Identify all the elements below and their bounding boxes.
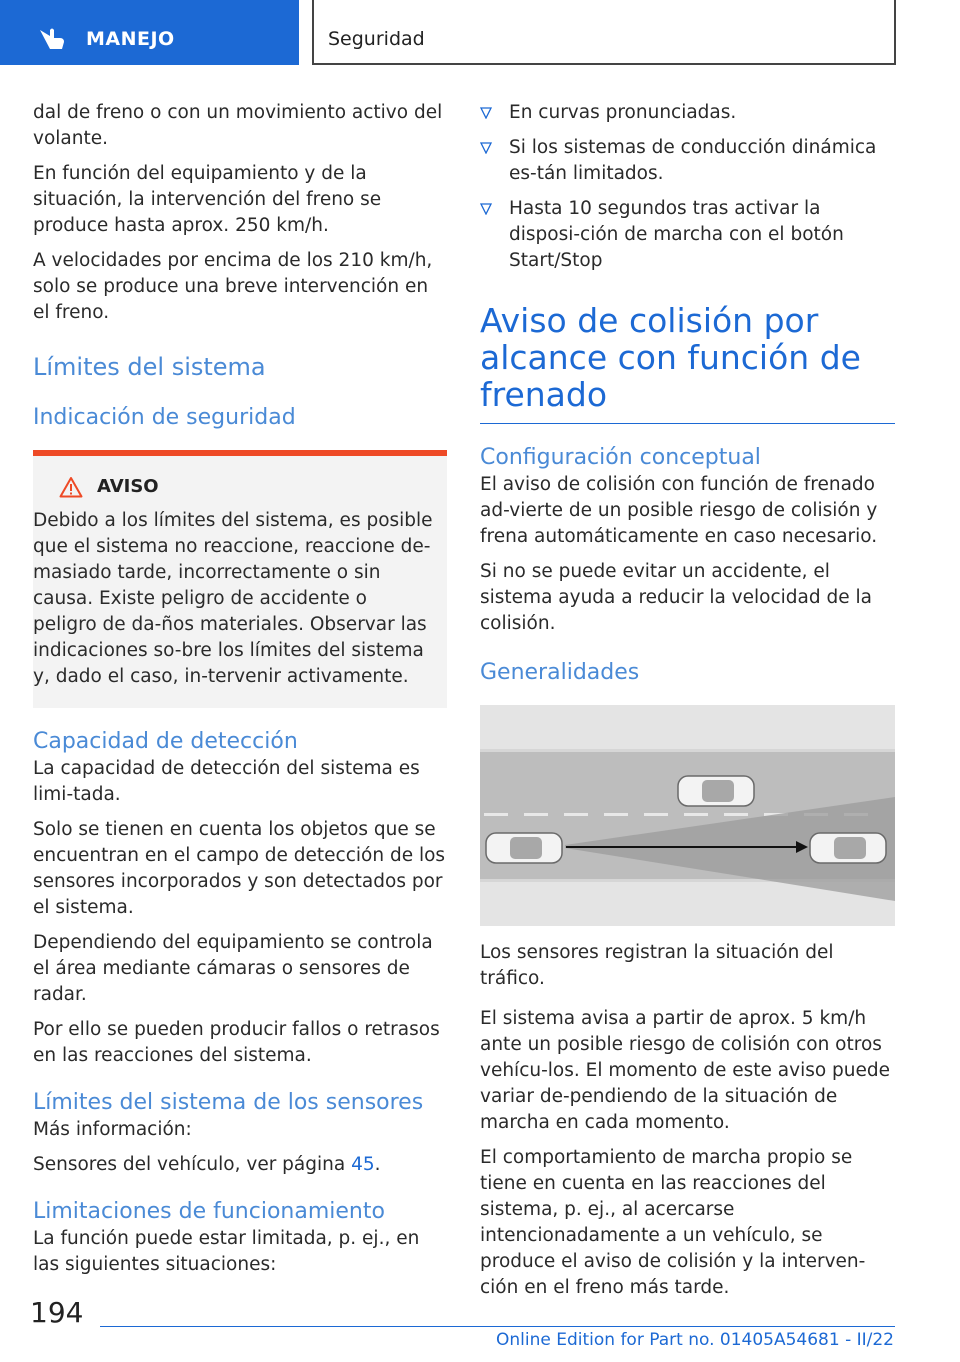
- heading-capacidad-deteccion: Capacidad de detección: [33, 729, 298, 754]
- car-right: [810, 833, 886, 863]
- section-label: MANEJO: [86, 28, 175, 50]
- heading-limites-sistema: Límites del sistema: [33, 353, 266, 381]
- list-item-text: En curvas pronunciadas.: [509, 102, 737, 123]
- page-number: 194: [30, 1296, 84, 1329]
- warning-box: [33, 450, 447, 708]
- paragraph: En función del equipamiento y de la situación, la intervención del freno se produce hasta aprox. 250 km/h.: [33, 163, 382, 236]
- heading-configuracion: Configuración conceptual: [480, 445, 761, 470]
- paragraph: La función puede estar limitada, p. ej., en las siguientes situaciones:: [33, 1228, 420, 1275]
- bullet-triangle-icon: [480, 203, 492, 215]
- heading-limites-sensores: Límites del sistema de los sensores: [33, 1090, 424, 1115]
- left-column: [33, 100, 447, 1287]
- bullet-triangle-icon: [480, 107, 492, 119]
- header-title-box: [312, 0, 896, 65]
- heading-indicacion-seguridad: Indicación de seguridad: [33, 405, 296, 430]
- car-top: [678, 776, 754, 806]
- page-title: Seguridad: [328, 28, 425, 50]
- list-item: [480, 135, 895, 187]
- traffic-sensor-illustration: [480, 705, 895, 926]
- footer-rule: [100, 1326, 895, 1327]
- warning-header: [33, 474, 435, 500]
- reference-end: .: [374, 1154, 381, 1175]
- paragraph: El comportamiento de marcha propio se tiene en cuenta en las reacciones del sistema, p. ej., al acercarse intencionadamente a un vehículo, se produce el aviso de colisión y la interven-ción en el freno más tarde.: [480, 1147, 866, 1298]
- paragraph-reference: [33, 1152, 447, 1178]
- heading-generalidades: Generalidades: [480, 660, 640, 685]
- hand-pointer-icon: [38, 26, 68, 50]
- warning-triangle-icon: [59, 476, 83, 498]
- list-item: [480, 100, 895, 126]
- paragraph: Solo se tienen en cuenta los objetos que se encuentran en el campo de detección de los sensores incorporados y son detectados por el sistema.: [33, 819, 446, 918]
- warning-text: Debido a los límites del sistema, es posible que el sistema no reaccione, reaccione de-masiado tarde, incorrectamente o sin causa. Existe peligro de accidente o peligro de da-ños materiales. Observar las indicaciones so-bre los límites del sistema y, dado el caso, in-tervenir activamente.: [33, 510, 433, 687]
- paragraph: Si no se puede evitar un accidente, el sistema ayuda a reducir la velocidad de la colisión.: [480, 561, 872, 634]
- warning-title: AVISO: [97, 476, 159, 497]
- paragraph: La capacidad de detección del sistema es limi-tada.: [33, 758, 420, 805]
- bullet-triangle-icon: [480, 142, 492, 154]
- paragraph: A velocidades por encima de los 210 km/h, solo se produce una breve intervención en el freno.: [33, 250, 433, 323]
- right-column: [480, 100, 895, 1310]
- page-link[interactable]: 45: [351, 1154, 375, 1175]
- list-item-text: Si los sistemas de conducción dinámica es-tán limitados.: [509, 137, 877, 184]
- heading-limitaciones-funcionamiento: Limitaciones de funcionamiento: [33, 1199, 385, 1224]
- bullet-list: [480, 100, 895, 274]
- footer-edition: Online Edition for Part no. 01405A54681 - II/22: [495, 1330, 894, 1350]
- paragraph: dal de freno o con un movimiento activo del volante.: [33, 102, 443, 149]
- paragraph: Dependiendo del equipamiento se controla el área mediante cámaras o sensores de radar.: [33, 932, 433, 1005]
- paragraph: El sistema avisa a partir de aprox. 5 km/h ante un posible riesgo de colisión con otros vehícu-los. El momento de este aviso puede variar de-pendiendo de la situación de marcha en cada momento.: [480, 1008, 891, 1133]
- paragraph: Por ello se pueden producir fallos o retrasos en las reacciones del sistema.: [33, 1019, 440, 1066]
- paragraph: Más información:: [33, 1119, 192, 1140]
- list-item-text: Hasta 10 segundos tras activar la disposi-ción de marcha con el botón Start/Stop: [509, 198, 844, 271]
- list-item: [480, 196, 895, 274]
- car-left: [486, 833, 562, 863]
- section-tab: [0, 0, 299, 65]
- heading-aviso-colision: Aviso de colisión por alcance con función de frenado: [480, 301, 861, 414]
- paragraph: El aviso de colisión con función de frenado ad-vierte de un posible riesgo de colisión y frena automáticamente en caso necesario.: [480, 474, 878, 547]
- reference-text: Sensores del vehículo, ver página: [33, 1154, 352, 1175]
- image-caption: Los sensores registran la situación del tráfico.: [480, 942, 834, 989]
- heading-rule: [480, 423, 895, 424]
